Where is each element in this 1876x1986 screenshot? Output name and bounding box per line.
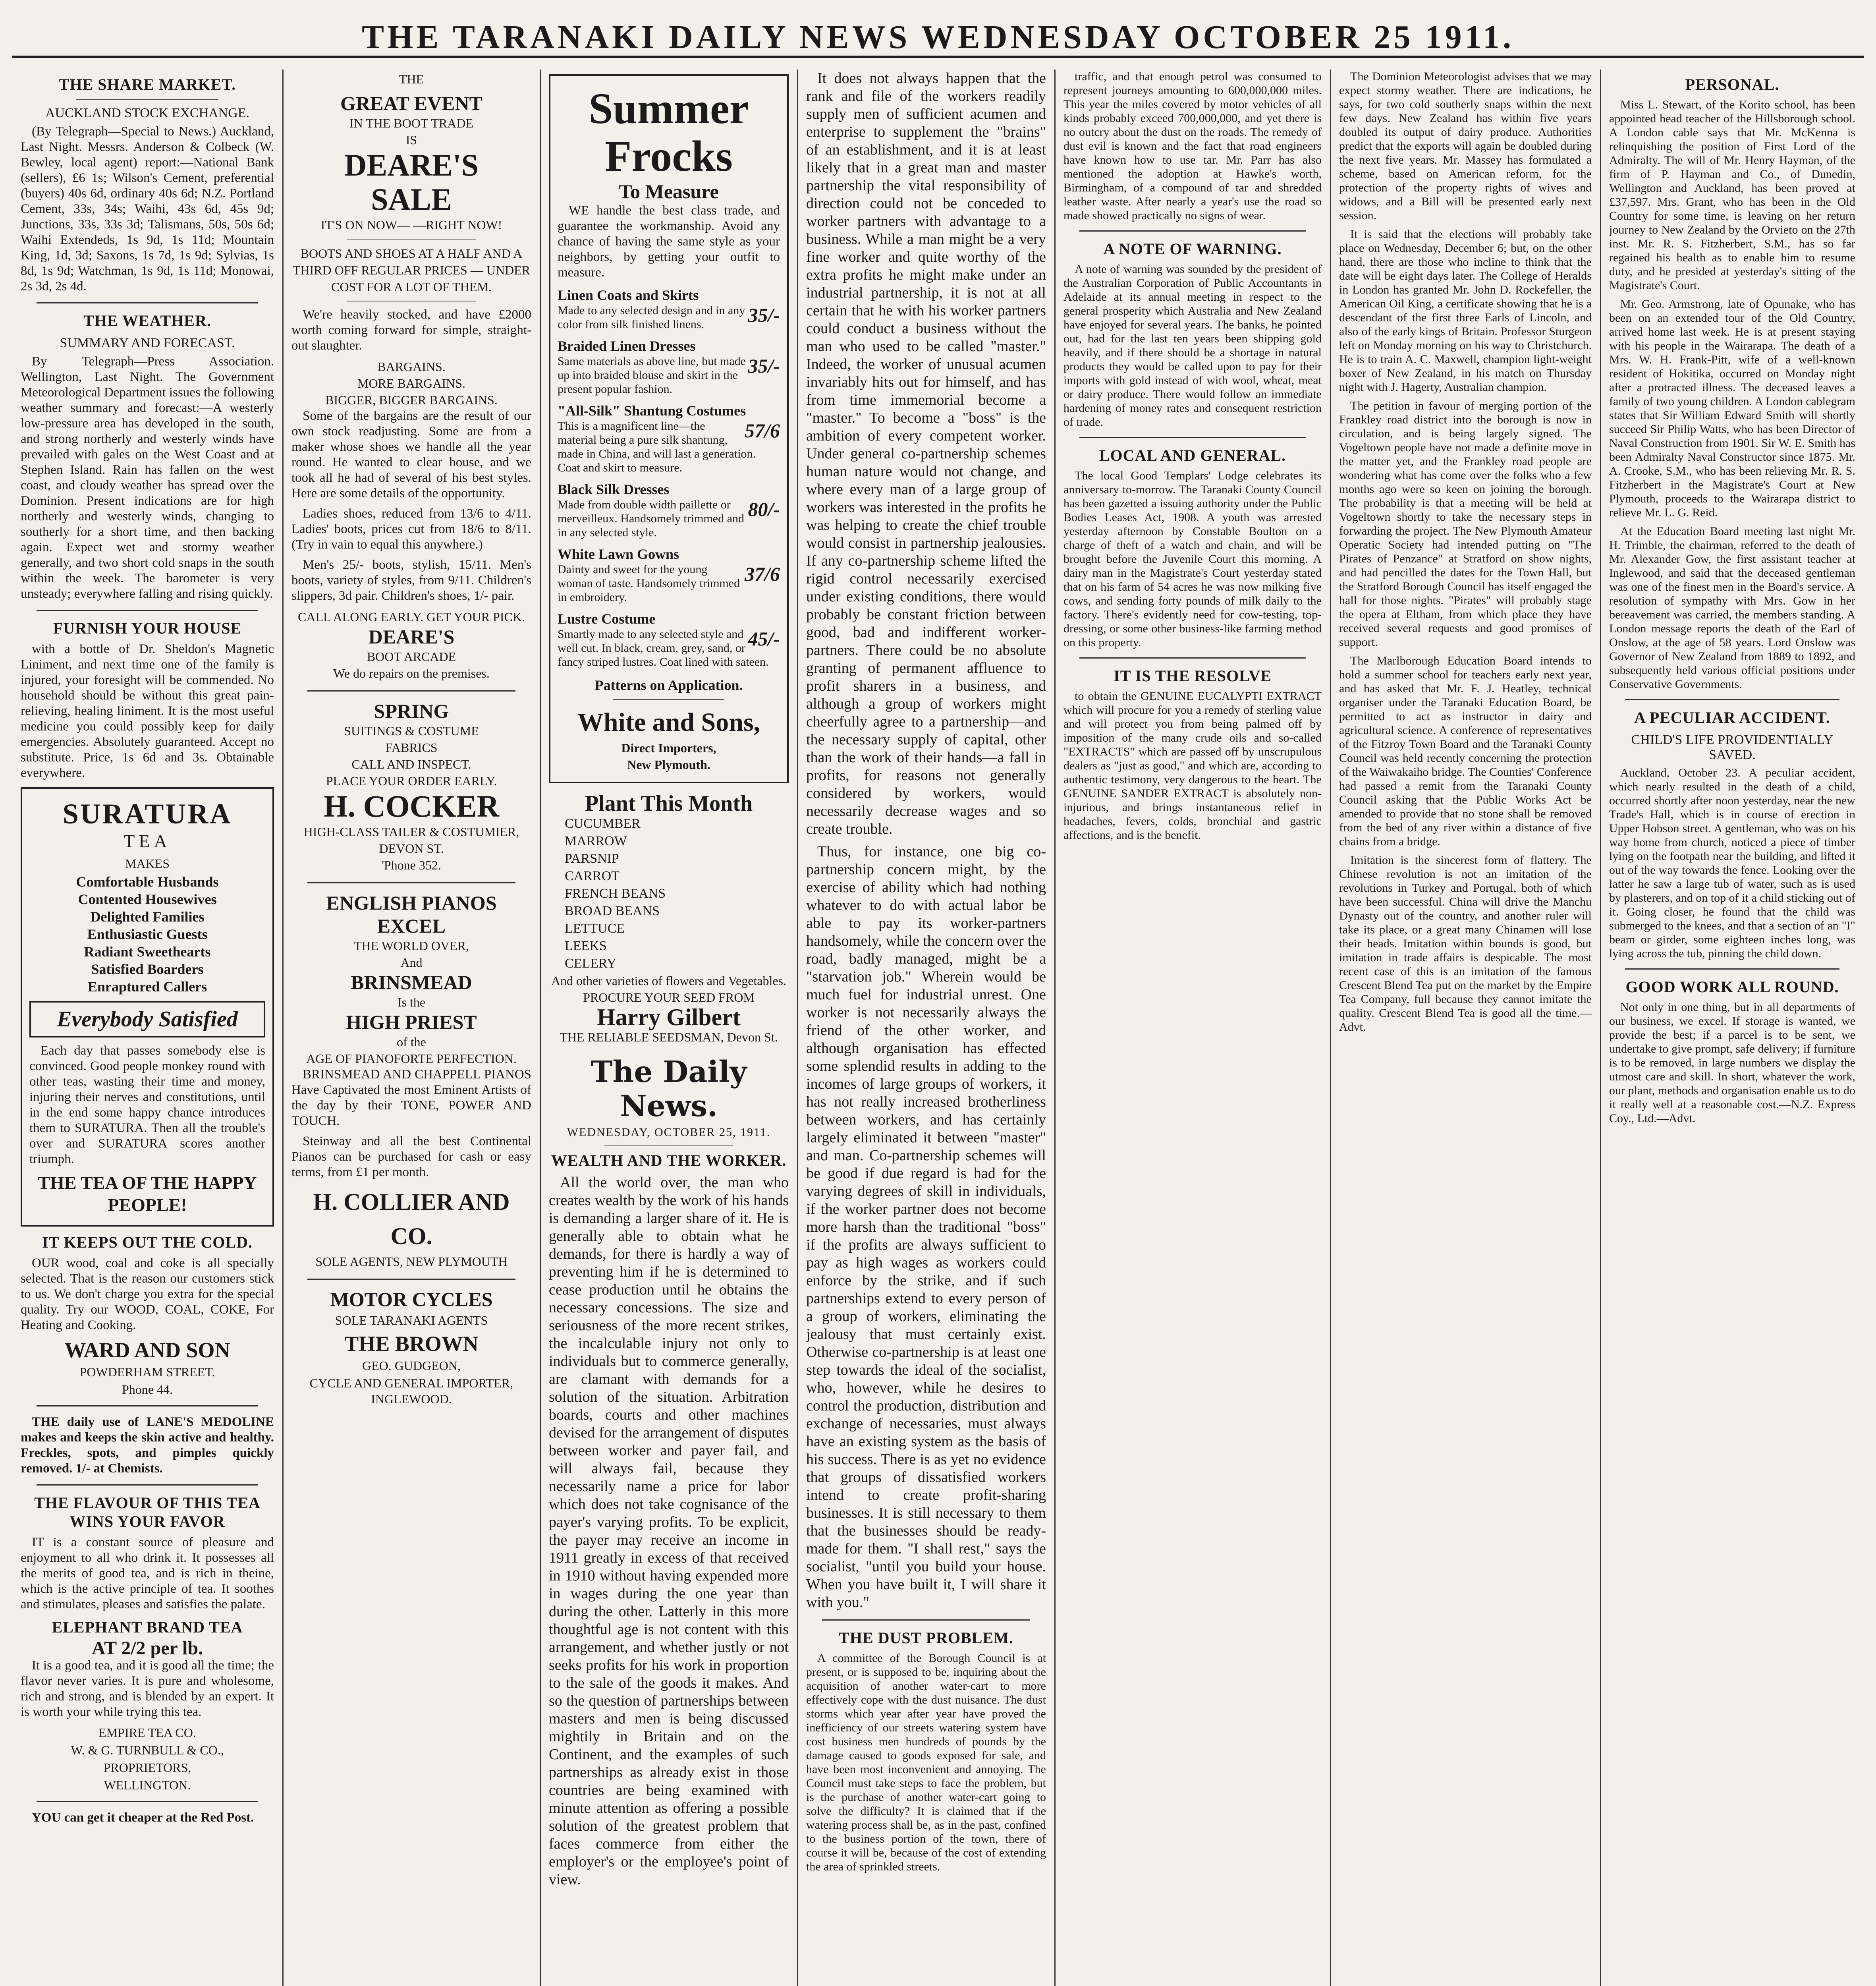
wellington: WELLINGTON. bbox=[104, 1778, 191, 1792]
suratura-item: Satisfied Boarders bbox=[91, 961, 204, 977]
weather-subheading: SUMMARY AND FORECAST. bbox=[60, 336, 235, 350]
resolve-heading: IT IS THE RESOLVE bbox=[1114, 667, 1272, 685]
the-label: THE bbox=[399, 72, 424, 86]
is-the: Is the bbox=[397, 995, 426, 1009]
and-label: And bbox=[400, 955, 423, 970]
bargains-body: Some of the bargains are the result of our own stock readjusting. Some are from a maker whose shoes we handle all the year round. He wanted to clear house, and we took all he had of several of his best styles. Here are some details of the opportunity. bbox=[291, 409, 531, 500]
elephant-body: It is a good tea, and it is good all the time; the flavor never varies. It is pure and wholesome, rich and strong, and is blended by an expert. It is worth your while trying this tea. bbox=[21, 1658, 274, 1719]
frock-item-title: Linen Coats and Skirts bbox=[558, 287, 699, 303]
daily-news-title: The Daily News. bbox=[591, 1055, 747, 1123]
frock-item bbox=[558, 402, 780, 475]
personal-heading: PERSONAL. bbox=[1685, 75, 1779, 93]
flavour-body: IT is a constant source of pleasure and enjoyment to all who drink it. It possesses all the merits of good tea, and is rich in theine, which is the active principle of tea. It soothes and stimulates, pleases and satisfies the palate. bbox=[21, 1535, 274, 1611]
divider bbox=[37, 1405, 258, 1406]
sale-title: SALE bbox=[371, 182, 452, 216]
steinway-body: Steinway and all the best Continental Pianos can be purchased for cash or easy terms, from £1 per month. bbox=[291, 1134, 531, 1179]
share-market-heading: THE SHARE MARKET. bbox=[58, 75, 236, 93]
veg-item: CELERY bbox=[565, 956, 617, 971]
veg-item: BROAD BEANS bbox=[565, 904, 660, 918]
divider bbox=[307, 690, 515, 692]
measure-body: WE handle the best class trade, and guarantee the workmanship. Avoid any chance of having the same style as your neighbors, by getting your outfit to measure. bbox=[558, 203, 780, 280]
divider bbox=[307, 1279, 515, 1280]
patterns: Patterns on Application. bbox=[594, 677, 743, 693]
editorial-body: All the world over, the man who creates wealth by the work of his hands is demanding a larger share of it. He is generally able to obtain what he demands, for there is hardly a way of preventing him if he is determined to cease production until he obtains the necessary concessions. The size and seriousness of the more recent strikes, the incalculable injury not only to individuals but to commerce generally, are clamant with demands for a solution of the situation. Arbitration boards, courts and other machines devised for the arrangement of disputes between worker and payer fail, and will always fail, because they necessarily name a price for labor which does not take cognisance of the payer's varying profits. To be explicit, the payer may receive an income in 1911 greatly in excess of that received in 1910 without having expended more in wages during the one year than during the other. Latterly in this more thoughtful age is not content with this arrangement, and whether justly or not seeks profits for his work in proportion to the sale of the goods it makes. And so the question of partnerships between masters and men is being discussed mightily in Britain and on the Continent, and the examples of such partnerships as already exist in those countries are being examined with minute attention as offering a possible solution of the greatest problem that faces commerce from either the employer's or the employee's point of view. bbox=[549, 1174, 789, 1888]
boot-arcade: BOOT ARCADE bbox=[367, 649, 456, 664]
accident-heading: A PECULIAR ACCIDENT. bbox=[1634, 709, 1830, 726]
plant-title: Plant This Month bbox=[585, 791, 753, 816]
cocker-sub: HIGH-CLASS TAILER & COSTUMIER, DEVON ST. bbox=[303, 825, 519, 856]
column-6 bbox=[1330, 70, 1600, 1986]
frock-item bbox=[558, 287, 780, 331]
divider bbox=[347, 239, 476, 240]
english-pianos: ENGLISH PIANOS bbox=[326, 892, 497, 914]
summer-title: Summer bbox=[589, 84, 749, 133]
accident-body: Auckland, October 23. A peculiar accident, which nearly resulted in the death of a child, occurred shortly after noon yesterday, near the new Trade's Hall, which is in course of erection in Upper Hobson street. A gentleman, who was on his way home from church, noticed a piece of timber lying on the footpath near the building, and lifted it out of the way towards the fence. Looking over the latter he saw a large tub of water, such as is used by plasterers, and on top of it a child sticking out of it. Going closer, he found that the child was submerged to the knees, and that a section of an "I" beam or girder, some eighteen inches long, was lying across the tub, pinning the child down. bbox=[1609, 766, 1855, 960]
proprietors: PROPRIETORS, bbox=[103, 1760, 191, 1775]
news-paragraph: Imitation is the sincerest form of flattery. The Chinese revolution is not an imitation of the revolutions in Turkey and Portugal, both of which have been successful. China will drive the Manchu Dynasty out of the country, and another ruler will take its place, or a great many Chinamen will lose their heads. Imitation within bounds is good, but imitation in trade affairs is despicable. The most recent case of this is an imitation of the famous Crescent Blend Tea put on the market by the Empire Tea Company, full because they cannot imitate the quality. Crescent Blend Tea is good all the time.—Advt. bbox=[1339, 854, 1592, 1034]
stocked-body: We're heavily stocked, and have £2000 worth coming forward for simple, straight-out slaughter. bbox=[291, 307, 531, 353]
frock-item-desc: Made from double width paillette or merveilleux. Handsomely trimmed and in any selected style. bbox=[558, 498, 744, 539]
frock-item-price: 37/6 bbox=[745, 563, 780, 585]
collier-title: H. COLLIER AND CO. bbox=[313, 1189, 510, 1249]
boots-half-off: BOOTS AND SHOES AT A HALF AND A THIRD OFF REGULAR PRICES — UNDER COST FOR A LOT OF THEM. bbox=[292, 246, 531, 294]
divider bbox=[1079, 657, 1306, 659]
sole-taranaki: SOLE TARANAKI AGENTS bbox=[335, 1313, 488, 1327]
veg-item: PARSNIP bbox=[565, 851, 619, 866]
seedsman: THE RELIABLE SEEDSMAN, Devon St. bbox=[560, 1030, 778, 1044]
frock-item-desc: Dainty and sweet for the young woman of taste. Handsomely trimmed in embroidery. bbox=[558, 563, 740, 604]
dust-heading: THE DUST PROBLEM. bbox=[839, 1629, 1013, 1647]
frock-item-price: 35/- bbox=[748, 304, 780, 326]
sole-agents: SOLE AGENTS, NEW PLYMOUTH bbox=[315, 1254, 508, 1269]
red-post: YOU can get it cheaper at the Red Post. bbox=[32, 1810, 254, 1825]
divider bbox=[604, 1145, 733, 1146]
cold-body: OUR wood, coal and coke is all specially selected. That is the reason our customers stick to us. We don't charge you extra for the special quality. Try our WOOD, COAL, COKE, For Heating and Cooking. bbox=[21, 1256, 274, 1332]
frock-item-title: Black Silk Dresses bbox=[558, 481, 670, 497]
divider bbox=[822, 1619, 1030, 1621]
good-work-body: Not only in one thing, but in all departments of our business, we excel. If storage is wanted, we provide the best; if a parcel is to be sent, we undertake to give prompt, safe delivery; if furniture is to be removed, in large numbers we display the utmost care and skill. In short, whatever the work, our plant, methods and organisation enable us to do it really well at a reasonable cost.—N.Z. Express Coy., Ltd.—Advt. bbox=[1609, 1001, 1855, 1125]
divider bbox=[37, 302, 258, 303]
local-general-heading: LOCAL AND GENERAL. bbox=[1099, 446, 1286, 464]
dust-continued: traffic, and that enough petrol was consumed to represent journeys amounting to 600,000,000 miles. This year the miles covered by motor vehicles of all kinds probably exceed 700,000,000, and yet there is no outcry about the dust on the roads. The remedy of dust evil is known and the fact that road engineers have known how to use tar. Mr. Parr has also mentioned the adoption at Hawke's worth, Birmingham, of a compound of tar and shredded leather waste. After nearly a year's use the road so made showed practically no signs of wear. bbox=[1063, 70, 1322, 222]
divider bbox=[37, 1801, 258, 1802]
frock-item-title: White Lawn Gowns bbox=[558, 546, 679, 562]
cocker-title: H. COCKER bbox=[323, 789, 500, 823]
veg-item: CARROT bbox=[565, 869, 620, 883]
frock-item bbox=[558, 546, 780, 604]
frock-item-desc: Made to any selected design and in any color from silk finished linens. bbox=[558, 304, 745, 331]
editorial-continued: It does not always happen that the rank and file of the workers readily supply men of sufficient acumen and enterprise to supplement the "brains" of an establishment, and it is at least likely that in a great man and master partnership the vital responsibility of direction could not be conceded to worker partners with advantage to a business. While a man might be a very fine worker and quite worthy of the extra profits he might make under an industrial partnership, it is not at all certain that he with his worker partners could conduct a business without the man who used to be called "master." Indeed, the worker of unusual acumen invariably hits out for himself, and has from time immemorial become a "master." To become a "boss" is the ambition of every competent worker. Under general co-partnership schemes human nature would not change, and where every man of a large group of workers was interested in the profits he was helping to create the chief trouble would consist in partnership jealousies. If any co-partnership scheme lifted the rigid control necessarily exercised under existing conditions, there would probably be constant friction between good, bad and indifferent worker-partners. There could be no absolute granting of permanent affluence to profit sharers in a business, and although a group of workers might cheerfully agree to a partnership—and the necessary supply of capital, other than the work of their hands—a fall in profits, for reasons not generally considered by workers, would necessarily decrease wages and so create trouble. bbox=[806, 70, 1046, 837]
repairs: We do repairs on the premises. bbox=[333, 666, 490, 680]
column-5 bbox=[1055, 70, 1330, 1986]
veg-item: MARROW bbox=[565, 834, 627, 848]
column-2 bbox=[283, 70, 540, 1986]
frock-item bbox=[558, 481, 780, 539]
suratura-item: Contented Housewives bbox=[78, 891, 217, 907]
divider bbox=[37, 1484, 258, 1486]
veg-item: LETTUCE bbox=[565, 921, 625, 936]
gudgeon: GEO. GUDGEON, bbox=[362, 1358, 461, 1373]
veg-item: CUCUMBER bbox=[565, 816, 641, 831]
cocker-phone: 'Phone 352. bbox=[382, 858, 441, 872]
flavour-heading: THE FLAVOUR OF THIS TEA WINS YOUR FAVOR bbox=[34, 1494, 261, 1530]
its-on-now: IT'S ON NOW— —RIGHT NOW! bbox=[320, 218, 502, 232]
deares-sale-ad bbox=[291, 92, 531, 682]
frock-item-desc: Same materials as above line, but made up into braided blouse and skirt in the present popular fashion. bbox=[558, 355, 746, 396]
frock-item-price: 35/- bbox=[748, 355, 780, 377]
divider bbox=[1079, 230, 1306, 232]
suratura-title: SURATURA bbox=[62, 798, 232, 830]
frock-item-desc: This is a magnificent line—the material being a pure silk shantung, made in China, and will last a generation. Coat and skirt to measure. bbox=[558, 419, 756, 474]
personal-body: At the Education Board meeting last night Mr. H. Trimble, the chairman, referred to the death of Mr. Alexander Gow, the first assistant teacher at Inglewood, and said that the deceased gentleman was one of the finest men in the Board's service. A resolution of sympathy with Mrs. Gow in her bereavement was carried, the members standing. A London message reports the death of the Earl of Onslow, at the age of 58 years. Lord Onslow was Governor of New Zealand from 1889 to 1892, and subsequently held various official positions under Conservative Governments. bbox=[1609, 525, 1855, 691]
divider bbox=[307, 882, 515, 883]
frock-item bbox=[558, 610, 780, 669]
divider bbox=[1625, 968, 1839, 970]
divider bbox=[37, 610, 258, 611]
bargains: BARGAINS. bbox=[377, 359, 446, 374]
procure: PROCURE YOUR SEED FROM bbox=[583, 990, 755, 1005]
pianos-ad bbox=[291, 891, 531, 1270]
boot-trade: IN THE BOOT TRADE bbox=[349, 116, 473, 130]
cycle-importer: CYCLE AND GENERAL IMPORTER, INGLEWOOD. bbox=[309, 1376, 513, 1406]
accident-subheading: CHILD'S LIFE PROVIDENTIALLY SAVED. bbox=[1631, 732, 1834, 762]
summer-frocks-ad bbox=[549, 74, 789, 783]
suratura-makes: MAKES bbox=[125, 856, 170, 871]
masthead bbox=[12, 19, 1864, 58]
frock-item bbox=[558, 338, 780, 396]
frocks-title: Frocks bbox=[605, 132, 733, 180]
great-event: GREAT EVENT bbox=[340, 92, 483, 114]
excel: EXCEL bbox=[377, 915, 446, 937]
weather-heading: THE WEATHER. bbox=[83, 312, 211, 330]
frock-item-price: 57/6 bbox=[745, 419, 780, 442]
dust-body: A committee of the Borough Council is at present, or is supposed to be, inquiring about the acquisition of another water-cart to more effectively cope with the dust nuisance. The dust storms which year after year have proved the inefficiency of our streets watering system have cost business men hundreds of pounds by the damage caused to goods exposed for sale, and have been most inconvenient and annoying. The Council must take steps to face the problem, but is the purchase of another water-cart going to solve the difficulty? It is claimed that if the watering process shall be, as in the past, confined to the business portion of the town, there of course it will be, because of the cost of extending the area of sprinkled streets. bbox=[806, 1652, 1046, 1873]
is-label: IS bbox=[405, 133, 417, 147]
world-over: THE WORLD OVER, bbox=[353, 939, 469, 953]
frock-item-title: Lustre Costume bbox=[558, 611, 656, 627]
resolve-body: to obtain the GENUINE EUCALYPTI EXTRACT which will procure for you a remedy of sterling value and will protect you from being palmed off by imposition of the many crude oils and so-called "EXTRACTS" which are passed off by unscrupulous dealers as "just as good," and which are, according to authentic testimony, very dangerous to the heart. The GENUINE SANDER EXTRACT is absolutely non-injurious, and brings instantaneous relief in headaches, fevers, colds, bronchial and gastric affections, and is the benefit. bbox=[1063, 690, 1322, 842]
masthead-title: THE TARANAKI DAILY NEWS WEDNESDAY OCTOBER 25 1911. bbox=[362, 19, 1514, 56]
weather-body: By Telegraph—Press Association. Wellington, Last Night. The Government Meteorological Department issues the following weather summary and forecast:—A westerly low-pressure area has developed in the south, and strong northerly and westerly winds have prevailed with gales on the West Coast and at Stephen Island. Rain has fallen on the west coast, and cloudy weather has spread over the Dominion. Present indications are for high northerly and westerly winds, changing to southerly for a short time, and then backing again. Expect wet and stormy weather generally, and two short cold snaps in the south within the week. The barometer is very unsteady; everywhere falling and rising quickly. bbox=[21, 354, 274, 601]
share-market-subheading: AUCKLAND STOCK EXCHANGE. bbox=[45, 106, 250, 120]
new-plymouth: New Plymouth. bbox=[627, 757, 710, 772]
suratura-happy: THE TEA OF THE HAPPY PEOPLE! bbox=[38, 1173, 257, 1215]
ladies-shoes: Ladies shoes, reduced from 13/6 to 4/11. Ladies' boots, prices cut from 18/6 to 8/11. (Try in vain to equal this anywhere.) bbox=[291, 506, 531, 552]
the-brown: THE BROWN bbox=[344, 1332, 479, 1356]
news-paragraph: The petition in favour of merging portion of the Frankley road district into the borough is now in circulation, and is being largely signed. The Vogeltown people have not made a definite move in the matter yet, and the Frankley road people are wondering what has come over the folks who a few months ago were so keen on joining the borough. The probability is that a meeting will be held at Vogeltown shortly to take the necessary steps in forwarding the project. The New Plymouth Amateur Operatic Society had intended putting on "The Pirates of Penzance" at Stratford on show nights, and had pencilled the dates for the Town Hall, but the Stratford Borough Council has itself engaged the hall for those nights. "Pirates" will probably stage the opera at Eltham, from which place they have received several requests and good promises of support. bbox=[1339, 399, 1592, 649]
deares-title: DEARE'S bbox=[344, 148, 479, 182]
spring: SPRING bbox=[374, 700, 449, 722]
column-7 bbox=[1600, 70, 1864, 1986]
news-paragraph: The Dominion Meteorologist advises that we may expect stormy weather. There are indications, he says, for two cold southerly snaps within the next few days. New Zealand has within five years doubled its output of dairy produce. Authorities predict that the exports will again be doubled during the next five years. Mr. Massey has formulated a scheme, based on American reform, for the protection of the property rights of wives and widows, and a Bill will be presented early next session. bbox=[1339, 70, 1592, 222]
column-1 bbox=[12, 70, 283, 1986]
mens-boots: Men's 25/- boots, stylish, 15/11. Men's boots, variety of styles, from 9/11. Children's slippers, 3d pair. Children's shoes, 1/- pair. bbox=[291, 558, 531, 603]
more-bargains: MORE BARGAINS. bbox=[357, 376, 466, 390]
white-sons: White and Sons, bbox=[577, 708, 760, 737]
editorial-continued: Thus, for instance, one big co-partnership concern might, by the exercise of ability which had nothing whatever to do with actual labor be able to pay its worker-partners handsomely, while the concern over the road, badly managed, might be a "starvation job." Wherein would be much fuel for industrial unrest. One worker is not necessarily always the friend of the other worker, and although organisation has effected some splendid results in adding to the incomes of large groups of workers, it has not really increased brotherliness between workers, and has certainly largely eliminated it between "master" and man. Co-partnership schemes will be good if due regard is had for the varying degrees of skill in individuals, if the worker partner does not become more harsh than the traditional "boss" if the profits are always sufficient to pay as high wages as workers could enforce by the strike, and if such partnerships extend to every person of a group of workers, eliminating the jealousy that must certainly exist. Otherwise co-partnership is at least one step towards the ideal of the socialist, who, however, while he desires to control the production, distribution and exchange of necessaries, must always have an existing system as the basis of his success. There is as yet no evidence that groups of dissatisfied workers intend to create profit-sharing businesses. It is still necessary to them that the businesses should be ready-made for them. "I shall rest," says the socialist, "until you build your house. When you have built it, I will share it with you." bbox=[806, 843, 1046, 1611]
empire-tea: EMPIRE TEA CO. bbox=[98, 1725, 196, 1740]
issue-date: WEDNESDAY, OCTOBER 25, 1911. bbox=[567, 1126, 771, 1139]
frock-item-price: 80/- bbox=[748, 498, 780, 520]
frock-item-title: "All-Silk" Shantung Costumes bbox=[558, 403, 746, 419]
motor-cycles: MOTOR CYCLES bbox=[330, 1288, 493, 1310]
news-paragraph: It is said that the elections will probably take place on Wednesday, December 6; but, on the other hand, there are those who incline to think that the date will be eight days later. The College of Heralds in London has granted Mr. John D. Rockefeller, the American Oil King, a certificate showing that he is a descendant of the first three Earls of Lincoln, and also of the early kings of Britain. Professor Sturgeon left on Monday morning on his way to Christchurch. He is to train A. C. Maxwell, champion light-weight boxer of New Zealand, in his match on Thursday night with J. Hagerty, Australian champion. bbox=[1339, 228, 1592, 394]
suratura-item: Radiant Sweethearts bbox=[84, 944, 211, 960]
veg-item: FRENCH BEANS bbox=[565, 886, 666, 901]
suratura-item: Comfortable Husbands bbox=[76, 874, 219, 890]
ward-phone: Phone 44. bbox=[122, 1382, 173, 1397]
column-3 bbox=[540, 70, 797, 1986]
divider bbox=[613, 699, 724, 700]
frock-item-desc: Smartly made to any selected style and well cut. In black, cream, grey, sand, or fancy striped lustres. Coat lined with sateen. bbox=[558, 628, 769, 668]
to-measure: To Measure bbox=[619, 180, 719, 203]
divider bbox=[1625, 699, 1839, 700]
share-market-body: (By Telegraph—Special to News.) Auckland, Last Night. Messrs. Anderson & Colbeck (W. Bewley, local agent) report:—National Bank (sellers), £6 1s; Wilson's Cement, preferential (buyers) 40s 6d, ordinary 40s 6d; N.Z. Portland Cement, 33s, 34s; Waihi, 43s 6d, 45s 9d; Junctions, 33s, 33s 3d; Talismans, 50s, 50s 6d; Waihi Extendeds, 1s 9d, 1s 11d; Mountain King, 1d, 3d; Saxons, 1s 7d, 1s 9d; Sylvias, 1s 8d, 1s 9d; Watchman, 1s 9d, 1s 11d; Monowai, 2s 3d, 2s 4d. bbox=[21, 124, 274, 294]
suratura-slogan: Everybody Satisfied bbox=[29, 1001, 265, 1037]
local-general-body: The local Good Templars' Lodge celebrates its anniversary to-morrow. The Taranaki County Council has been gazetted a issuing authority under the Public Bodies Leases Act, 1908. A youth was arrested yesterday afternoon by Constable Boulton on a charge of theft of a watch and chain, and will be brought before the Juvenile Court this morning. A dairy man in the Magistrate's Court yesterday stated that on his farm of 54 acres he was now milking five cows, and sending forty pounds of milk daily to the factory. There's evidently need for cow-testing, top-dressing, or some other business-like farming method on this property. bbox=[1063, 469, 1322, 649]
divider bbox=[76, 99, 218, 100]
suratura-item: Enraptured Callers bbox=[87, 979, 207, 995]
warning-heading: A NOTE OF WARNING. bbox=[1103, 240, 1282, 258]
chappell-body: BRINSMEAD AND CHAPPELL PIANOS Have Captivated the most Eminent Artists of the day by their TONE, POWER AND TOUCH. bbox=[291, 1067, 531, 1128]
suratura-item: Enthusiastic Guests bbox=[87, 926, 208, 942]
frock-item-price: 45/- bbox=[748, 628, 780, 650]
personal-body: Mr. Geo. Armstrong, late of Opunake, who has been on an extended tour of the Old Country, arrived home last week. He is at present staying with his people in the Wairarapa. The death of a Mrs. W. H. Frank-Pitt, wife of a well-known resident of Hokitika, occurred on Monday night after a protracted illness. The deceased leaves a family of two young children. A London cablegram states that Sir William Edward Smith will shortly succeed Sir Philip Watts, who has been Director of Naval Construction from 1901. Sir W. E. Smith has been Admiralty Naval Constructor since 1875. Mr. A. Crooke, S.M., who has been relieving Mr. R. S. Fitzherbert in the Magistrate's Court at New Plymouth, proceeds to the Wairarapa district to relieve Mr. L. G. Reid. bbox=[1609, 298, 1855, 519]
harry-gilbert: Harry Gilbert bbox=[597, 1004, 741, 1030]
deares-arcade: DEARE'S bbox=[368, 626, 455, 648]
call-early: CALL ALONG EARLY. GET YOUR PICK. bbox=[298, 610, 525, 624]
high-priest: HIGH PRIEST bbox=[346, 1011, 477, 1033]
furnish-heading: FURNISH YOUR HOUSE bbox=[53, 619, 242, 637]
good-work-heading: GOOD WORK ALL ROUND. bbox=[1625, 978, 1839, 996]
turnbull: W. & G. TURNBULL & CO., bbox=[71, 1743, 224, 1757]
warning-body: A note of warning was sounded by the president of the Australian Corporation of Public Accountants in Adelaide at its annual meeting in respect to the general prosperity which Australia and New Zealand have enjoyed for several years. The banks, he pointed out, had for the last ten years been shipping gold heavily, and if there should be a shortage in natural products they would be called upon to pay for their imports with gold instead of with wool, wheat, meat or dairy produce. There would follow an immediate hardening of money rates and consequent restriction of trade. bbox=[1063, 263, 1322, 429]
of-the: of the bbox=[397, 1035, 426, 1049]
suratura-ad bbox=[21, 787, 274, 1227]
furnish-body: with a bottle of Dr. Sheldon's Magnetic Liniment, and next time one of the family is injured, your foresight will be commended. No household should be without this great pain-relieving, healing liniment. It is the most useful medicine you could possibly keep for daily emergencies. Absolutely guaranteed. Accept no substitute. Price, 1s 6d and 3s. Obtainable everywhere. bbox=[21, 642, 274, 780]
lane-body: THE daily use of LANE'S MEDOLINE makes and keeps the skin active and healthy. Freckles, spots, and pimples quickly removed. 1/- at Chemists. bbox=[21, 1415, 274, 1476]
direct-importers: Direct Importers, bbox=[621, 741, 716, 755]
suratura-tea: TEA bbox=[124, 831, 171, 851]
suratura-item: Delighted Families bbox=[90, 909, 205, 925]
brinsmead: BRINSMEAD bbox=[351, 971, 472, 993]
fabrics: FABRICS bbox=[385, 740, 438, 755]
call-inspect: CALL AND INSPECT. bbox=[351, 757, 471, 771]
age-perfection: AGE OF PIANOFORTE PERFECTION. bbox=[306, 1051, 517, 1066]
cocker-ad bbox=[291, 699, 531, 873]
bigger-bargains: BIGGER, BIGGER BARGAINS. bbox=[325, 393, 498, 407]
suratura-body: Each day that passes somebody else is convinced. Good people monkey round with other teas, wasting their time and money, injuring their nerves and constitutions, until in the end some happy chance introduces them to SURATURA. Then all the trouble's over and SURATURA scores another triumph. bbox=[29, 1043, 265, 1166]
cold-heading: IT KEEPS OUT THE COLD. bbox=[42, 1233, 253, 1251]
personal-body: Miss L. Stewart, of the Korito school, has been appointed head teacher of the Hillsborough school. A London cable says that Mr. McKenna is relinquishing the position of First Lord of the Admiralty. The will of Mr. Henry Hayman, of the firm of P. Hayman and Co., of Dunedin, Wellington and Auckland, has been proved at £37,597. Mrs. Grant, who has been in the Old Country for some time, is leaving on her return journey to New Zealand by the Orvieto on the 27th inst. Mr. R. S. Fitzherbert, S.M., has so far regained his health as to enable him to resume duty, and he presided at yesterday's sitting of the Magistrate's Court. bbox=[1609, 98, 1855, 292]
ward-title: WARD AND SON bbox=[64, 1338, 230, 1362]
suitings: SUITINGS & COSTUME bbox=[344, 724, 479, 738]
veg-other: And other varieties of flowers and Vegetables. bbox=[551, 974, 787, 988]
column-4 bbox=[797, 70, 1055, 1986]
elephant-heading: ELEPHANT BRAND TEA bbox=[52, 1618, 243, 1636]
plant-ad bbox=[549, 792, 789, 1045]
editorial-heading: WEALTH AND THE WORKER. bbox=[551, 1151, 787, 1169]
elephant-price: AT 2/2 per lb. bbox=[91, 1638, 203, 1659]
divider bbox=[1079, 437, 1306, 438]
veg-item: LEEKS bbox=[565, 939, 607, 953]
place-order: PLACE YOUR ORDER EARLY. bbox=[326, 774, 497, 788]
frock-item-title: Braided Linen Dresses bbox=[558, 338, 696, 354]
ward-street: POWDERHAM STREET. bbox=[79, 1365, 215, 1379]
news-paragraph: The Marlborough Education Board intends to hold a summer school for teachers early next year, and has asked that Mr. F. J. Heatley, technical organiser under the Taranaki Education Board, be permitted to act as instructor in dairy and agricultural science. A conference of representatives of the Fitzroy Town Board and the Taranaki County Council was held recently concerning the protection of the Waiwakaiho bridge. The Counties' Conference had passed a remit from the Taranaki County Council asking that the Public Works Act be amended to provide that no stone shall be removed from the bed of any river within a distance of five chains from a bridge. bbox=[1339, 654, 1592, 848]
